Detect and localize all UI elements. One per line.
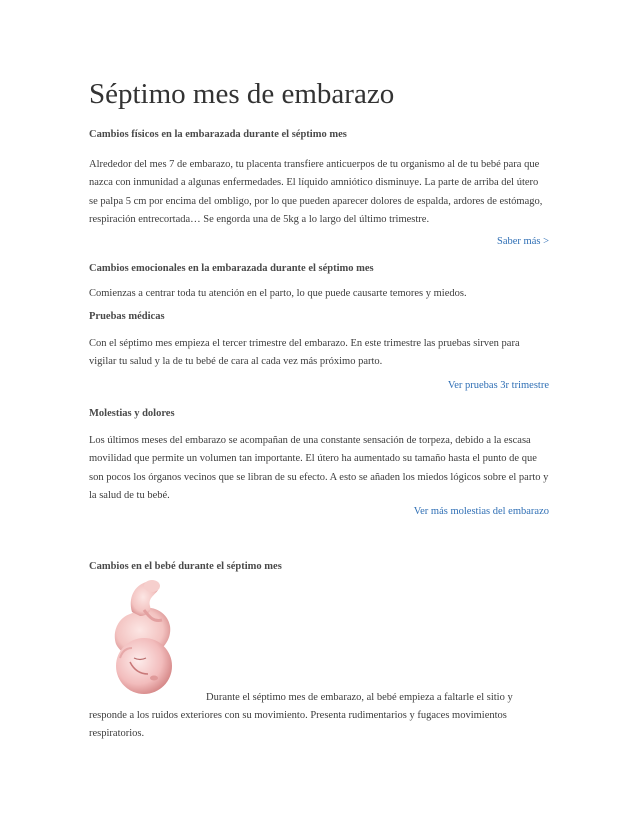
- section-text-baby-intro: Durante el séptimo mes de embarazo, al bebé empieza a faltarle el sitio y: [206, 692, 513, 703]
- section-heading-tests: Pruebas médicas: [89, 311, 165, 322]
- section-heading-discomfort: Molestias y dolores: [89, 408, 175, 419]
- section-text-discomfort: Los últimos meses del embarazo se acompañan de una constante sensación de torpeza, debido a la escasa movilidad que permite un volumen tan importante. El útero ha aumentado su tamaño hasta el punto de que son pocos los órganos vecinos que se libran de su efecto. A esto se añaden los miedos lógicos sobre el parto y la salud de tu bebé.: [89, 435, 549, 501]
- section-heading-physical: Cambios físicos en la embarazada durante el séptimo mes: [89, 129, 347, 140]
- section-heading-baby: Cambios en el bebé durante el séptimo mes: [89, 561, 282, 572]
- section-text-baby-rest: responde a los ruidos exteriores con su movimiento. Presenta rudimentarios y fugaces movimientos respiratorios.: [89, 710, 507, 740]
- fetus-illustration: [92, 574, 204, 696]
- section-heading-emotional: Cambios emocionales en la embarazada durante el séptimo mes: [89, 263, 374, 274]
- page-title: Séptimo mes de embarazo: [89, 78, 395, 110]
- saber-mas-link[interactable]: Saber más >: [497, 236, 549, 247]
- section-text-physical: Alrededor del mes 7 de embarazo, tu placenta transfiere anticuerpos de tu organismo al de tu bebé para que nazca con inmunidad a algunas enfermedades. El líquido amniótico disminuye. La parte de arriba del útero se palpa 5 cm por encima del ombligo, por lo que pueden aparecer dolores de espalda, ardores de estómago, respiración entrecortada… Se engorda una de 5kg a lo largo del último trimestre.: [89, 159, 543, 225]
- section-text-tests: Con el séptimo mes empieza el tercer trimestre del embarazo. En este trimestre las pruebas sirven para vigilar tu salud y la de tu bebé de cara al cada vez más próximo parto.: [89, 338, 520, 368]
- ver-molestias-link[interactable]: Ver más molestias del embarazo: [413, 506, 549, 517]
- ver-pruebas-link[interactable]: Ver pruebas 3r trimestre: [447, 380, 549, 391]
- section-text-emotional: Comienzas a centrar toda tu atención en el parto, lo que puede causarte temores y miedos.: [89, 288, 467, 299]
